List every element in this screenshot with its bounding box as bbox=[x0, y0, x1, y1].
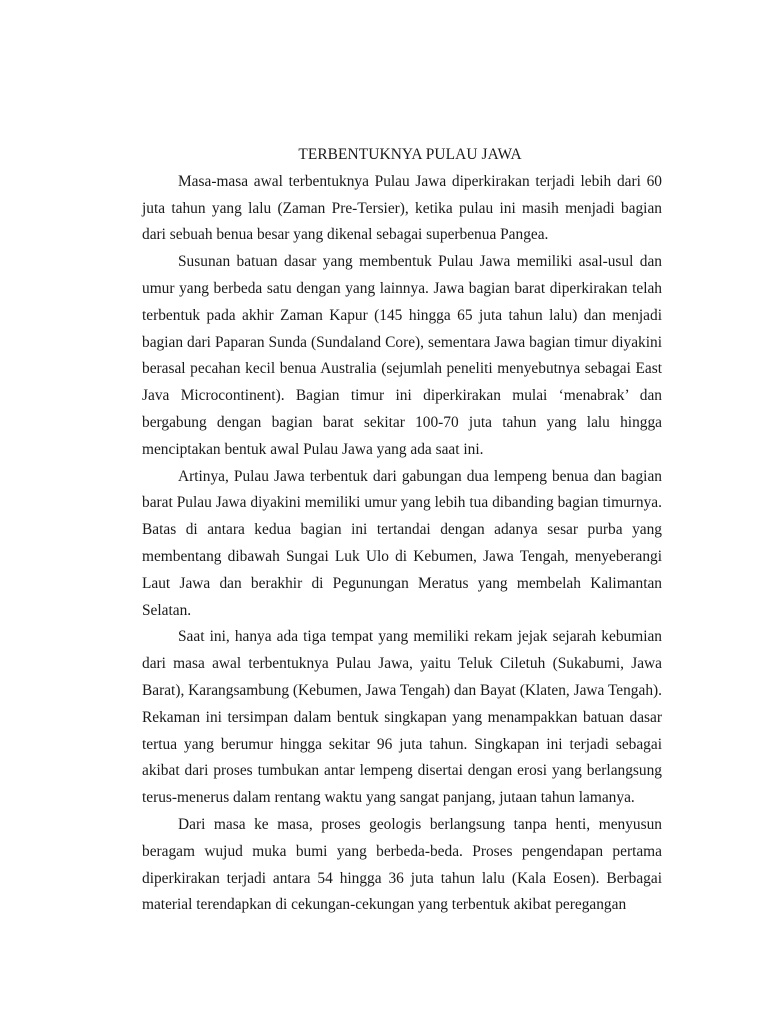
document-body bbox=[142, 142, 662, 919]
paragraph-2: Susunan batuan dasar yang membentuk Pulau Jawa memiliki asal-usul dan umur yang berbeda satu dengan yang lainnya. Jawa bagian barat diperkirakan telah terbentuk pada akhir Zaman Kapur (145 hingga 65 juta tahun lalu) dan menjadi bagian dari Paparan Sunda (Sundaland Core), sementara Jawa bagian timur diyakini berasal pecahan kecil benua Australia (sejumlah peneliti menyebutnya sebagai East Java Microcontinent). Bagian timur ini diperkirakan mulai ‘menabrak’ dan bergabung dengan bagian barat sekitar 100-70 juta tahun yang lalu hingga menciptakan bentuk awal Pulau Jawa yang ada saat ini. bbox=[142, 253, 662, 458]
paragraph-5: Dari masa ke masa, proses geologis berlangsung tanpa henti, menyusun beragam wujud muka bumi yang berbeda-beda. Proses pengendapan pertama diperkirakan terjadi antara 54 hingga 36 juta tahun lalu (Kala Eosen). Berbagai material terendapkan di cekungan-cekungan yang terbentuk akibat peregangan bbox=[142, 815, 662, 914]
paragraph-4: Saat ini, hanya ada tiga tempat yang memiliki rekam jejak sejarah kebumian dari masa awal terbentuknya Pulau Jawa, yaitu Teluk Ciletuh (Sukabumi, Jawa Barat), Karangsambung (Kebumen, Jawa Tengah) dan Bayat (Klaten, Jawa Tengah). Rekaman ini tersimpan dalam bentuk singkapan yang menampakkan batuan dasar tertua yang berumur hingga sekitar 96 juta tahun. Singkapan ini terjadi sebagai akibat dari proses tumbukan antar lempeng disertai dengan erosi yang berlangsung terus-menerus dalam rentang waktu yang sangat panjang, jutaan tahun lamanya. bbox=[142, 628, 662, 807]
document-title: TERBENTUKNYA PULAU JAWA bbox=[298, 146, 522, 163]
paragraph-3: Artinya, Pulau Jawa terbentuk dari gabungan dua lempeng benua dan bagian barat Pulau Jawa diyakini memiliki umur yang lebih tua dibanding bagian timurnya. Batas di antara kedua bagian ini tertandai dengan adanya sesar purba yang membentang dibawah Sungai Luk Ulo di Kebumen, Jawa Tengah, menyeberangi Laut Jawa dan berakhir di Pegunungan Meratus yang membelah Kalimantan Selatan. bbox=[142, 467, 662, 619]
paragraph-1: Masa-masa awal terbentuknya Pulau Jawa diperkirakan terjadi lebih dari 60 juta tahun yang lalu (Zaman Pre-Tersier), ketika pulau ini masih menjadi bagian dari sebuah benua besar yang dikenal sebagai superbenua Pangea. bbox=[142, 172, 662, 244]
